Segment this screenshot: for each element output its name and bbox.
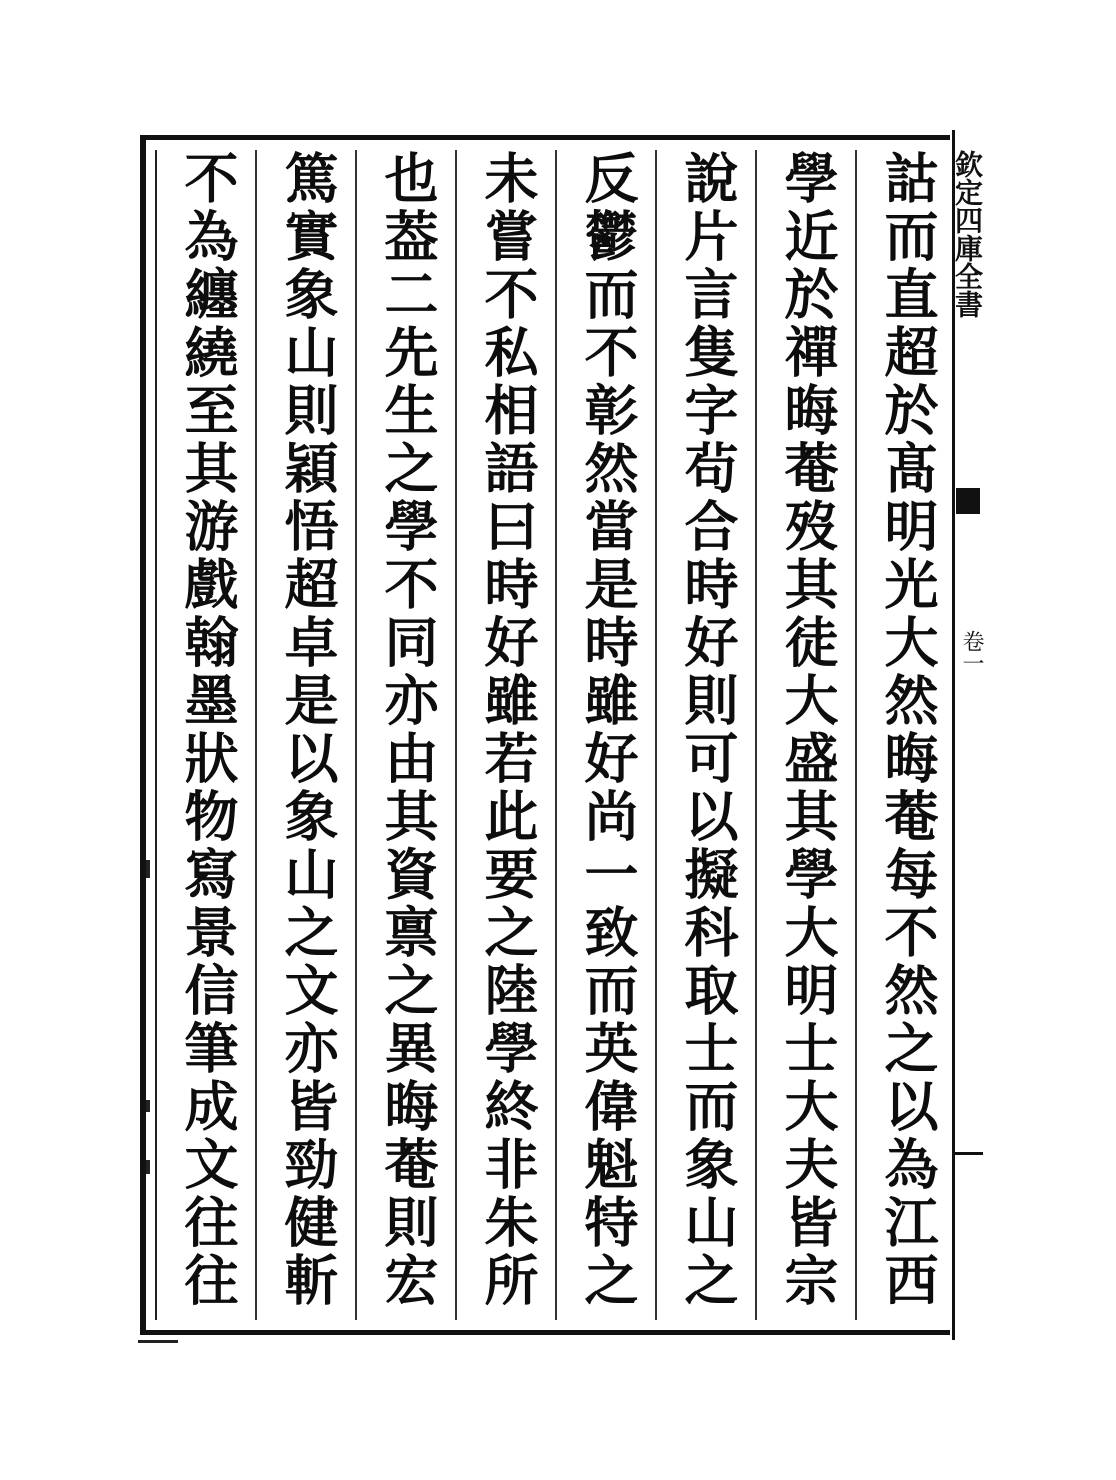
text-column-8: 不為纏繞至其游戲翰墨狀物寫景信筆成文往往 xyxy=(176,150,240,1310)
column-divider xyxy=(355,150,357,1320)
column-divider xyxy=(255,150,257,1320)
frame-inner-rule xyxy=(155,150,157,1320)
column-divider xyxy=(855,150,857,1320)
column-divider xyxy=(655,150,657,1320)
fish-tail-mark xyxy=(956,488,980,514)
scan-speck xyxy=(146,1160,150,1174)
column-divider xyxy=(455,150,457,1320)
scan-speck xyxy=(138,1340,178,1343)
column-divider xyxy=(555,150,557,1320)
text-column-3: 說片言隻字茍合時好則可以擬科取士而象山之 xyxy=(676,150,740,1310)
text-column-7: 篤實象山則穎悟超卓是以象山之文亦皆勁健斬 xyxy=(276,150,340,1310)
volume-label: 卷一 xyxy=(959,630,984,674)
text-column-6: 也葢二先生之學不同亦由其資禀之異晦菴則宏 xyxy=(376,150,440,1310)
margin-tick xyxy=(955,1152,983,1155)
text-column-4: 反鬱而不彰然當是時雖好尚一致而英偉魁特之 xyxy=(576,150,640,1310)
scan-speck xyxy=(146,860,150,878)
text-column-5: 未嘗不私相語曰時好雖若此要之陸學終非朱所 xyxy=(476,150,540,1310)
scan-speck xyxy=(146,1100,150,1112)
text-column-1: 詁而直超於髙明光大然晦菴每不然之以為江西 xyxy=(876,150,940,1310)
text-column-2: 學近於禪晦菴歿其徒大盛其學大明士大夫皆宗 xyxy=(776,150,840,1310)
column-divider xyxy=(755,150,757,1320)
book-title: 欽定四庫全書 xyxy=(951,150,984,318)
